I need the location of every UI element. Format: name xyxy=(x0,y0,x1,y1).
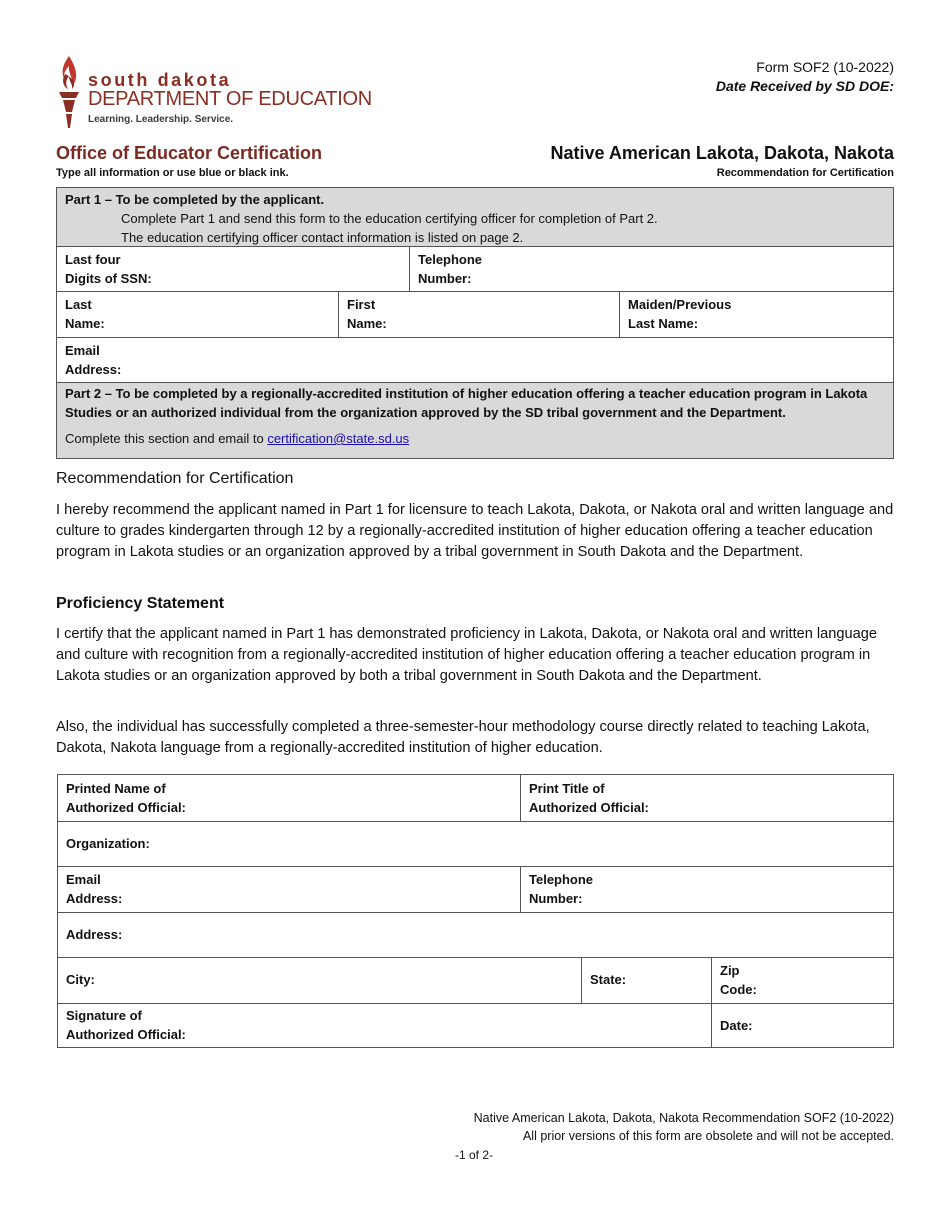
last-name-label-1: Last xyxy=(65,297,92,312)
signature-field[interactable] xyxy=(58,1006,711,1048)
zip-code-field[interactable] xyxy=(712,961,893,1003)
proficiency-text: I certify that the applicant named in Part 1 has demonstrated proficiency in Lakota, Dakota, or Nakota oral and written language and culture with recognition from a regionally-accredited institution of higher education offering a teacher education program in Lakota studies or an organization approved by both a tribal government in South Dakota and the Department. xyxy=(56,626,877,684)
ssn-label-2: Digits of SSN: xyxy=(65,271,152,286)
telephone-label-2: Number: xyxy=(418,271,472,286)
email-label-1: Email xyxy=(65,343,100,358)
ink-instructions: Type all information or use blue or black ink. xyxy=(56,167,289,179)
part2-heading: Part 2 – To be completed by a regionally-accredited institution of higher education offering a teacher education program in Lakota Studies or an authorized individual from the organization approved by the SD tribal government and the Department. xyxy=(65,386,868,420)
part2-header xyxy=(57,383,893,458)
footer-form-name: Native American Lakota, Dakota, Nakota Recommendation SOF2 (10-2022) xyxy=(473,1111,894,1125)
first-name-label-1: First xyxy=(347,297,376,312)
last-name-label-2: Name: xyxy=(65,316,105,331)
part1-instruction-1: Complete Part 1 and send this form to the education certifying officer for completion of Part 2. xyxy=(121,211,658,226)
organization-field[interactable] xyxy=(58,834,893,864)
signature-label-2: Authorized Official: xyxy=(66,1027,186,1042)
logo-tagline: Learning. Leadership. Service. xyxy=(88,114,234,125)
printed-name-label-1: Printed Name of xyxy=(66,781,166,796)
logo-department-name: DEPARTMENT OF EDUCATION xyxy=(88,88,372,110)
official-title-field[interactable] xyxy=(521,779,893,821)
page-number: -1 of 2- xyxy=(455,1148,494,1162)
state-field[interactable] xyxy=(582,970,711,1000)
official-title-label-2: Authorized Official: xyxy=(529,800,649,815)
logo-state-name: south dakota xyxy=(88,70,232,90)
office-title: Office of Educator Certification xyxy=(56,143,323,163)
printed-name-label-2: Authorized Official: xyxy=(66,800,186,815)
zip-label-2: Code: xyxy=(720,982,757,997)
applicant-table xyxy=(56,187,894,459)
date-label: Date: xyxy=(720,1018,753,1033)
official-email-field[interactable] xyxy=(58,870,520,912)
last-name-field[interactable] xyxy=(57,295,338,337)
date-field[interactable] xyxy=(712,1016,893,1046)
official-telephone-label-1: Telephone xyxy=(529,872,594,887)
first-name-label-2: Name: xyxy=(347,316,387,331)
footer-obsolete-note: All prior versions of this form are obsolete and will not be accepted. xyxy=(522,1129,894,1143)
part1-header xyxy=(57,188,893,246)
certification-email-link[interactable]: certification@state.sd.us xyxy=(267,431,410,446)
torch-logo-icon xyxy=(54,54,84,130)
state-label: State: xyxy=(590,972,627,987)
official-email-label-2: Address: xyxy=(66,891,123,906)
part2-instruction xyxy=(65,429,409,448)
address-field[interactable] xyxy=(58,925,893,955)
official-title-label-1: Print Title of xyxy=(529,781,605,796)
form-number: Form SOF2 (10-2022) xyxy=(756,59,894,75)
organization-label: Organization: xyxy=(66,836,150,851)
first-name-field[interactable] xyxy=(339,295,619,337)
proficiency-heading: Proficiency Statement xyxy=(56,595,225,612)
official-telephone-field[interactable] xyxy=(521,870,893,912)
city-field[interactable] xyxy=(58,970,581,1000)
recommendation-heading: Recommendation for Certification xyxy=(56,470,294,487)
city-label: City: xyxy=(66,972,95,987)
ssn-field[interactable] xyxy=(57,250,409,292)
applicant-telephone-field[interactable] xyxy=(410,250,890,292)
applicant-email-field[interactable] xyxy=(57,341,893,383)
part1-instruction-2: The education certifying officer contact information is listed on page 2. xyxy=(121,230,524,245)
date-received-label: Date Received by SD DOE: xyxy=(715,78,894,94)
part2-instruction-text: Complete this section and email to xyxy=(65,431,268,446)
maiden-name-field[interactable] xyxy=(620,295,890,337)
printed-name-field[interactable] xyxy=(58,779,520,821)
maiden-name-label-1: Maiden/Previous xyxy=(628,297,732,312)
address-label: Address: xyxy=(66,927,123,942)
recommendation-text: I hereby recommend the applicant named in Part 1 for licensure to teach Lakota, Dakota, or Nakota oral and written language and culture to grades kindergarten through 12 by a regionally-accredited institution of higher education offering a teacher education program in Lakota studies or an organization approved by a tribal government in South Dakota and the Department. xyxy=(56,502,894,560)
zip-label-1: Zip xyxy=(720,963,740,978)
email-label-2: Address: xyxy=(65,362,122,377)
form-subtitle: Recommendation for Certification xyxy=(716,167,894,179)
signature-label-1: Signature of xyxy=(66,1008,142,1023)
official-email-label-1: Email xyxy=(66,872,101,887)
official-table xyxy=(57,774,894,1048)
methodology-text: Also, the individual has successfully completed a three-semester-hour methodology course directly related to teaching Lakota, Dakota, Nakota language from a regionally-accredited institution of higher education. xyxy=(56,719,870,756)
form-title: Native American Lakota, Dakota, Nakota xyxy=(550,143,894,163)
official-telephone-label-2: Number: xyxy=(529,891,583,906)
maiden-name-label-2: Last Name: xyxy=(628,316,699,331)
part1-heading: Part 1 – To be completed by the applicant. xyxy=(65,192,325,207)
ssn-label-1: Last four xyxy=(65,252,121,267)
telephone-label-1: Telephone xyxy=(418,252,483,267)
